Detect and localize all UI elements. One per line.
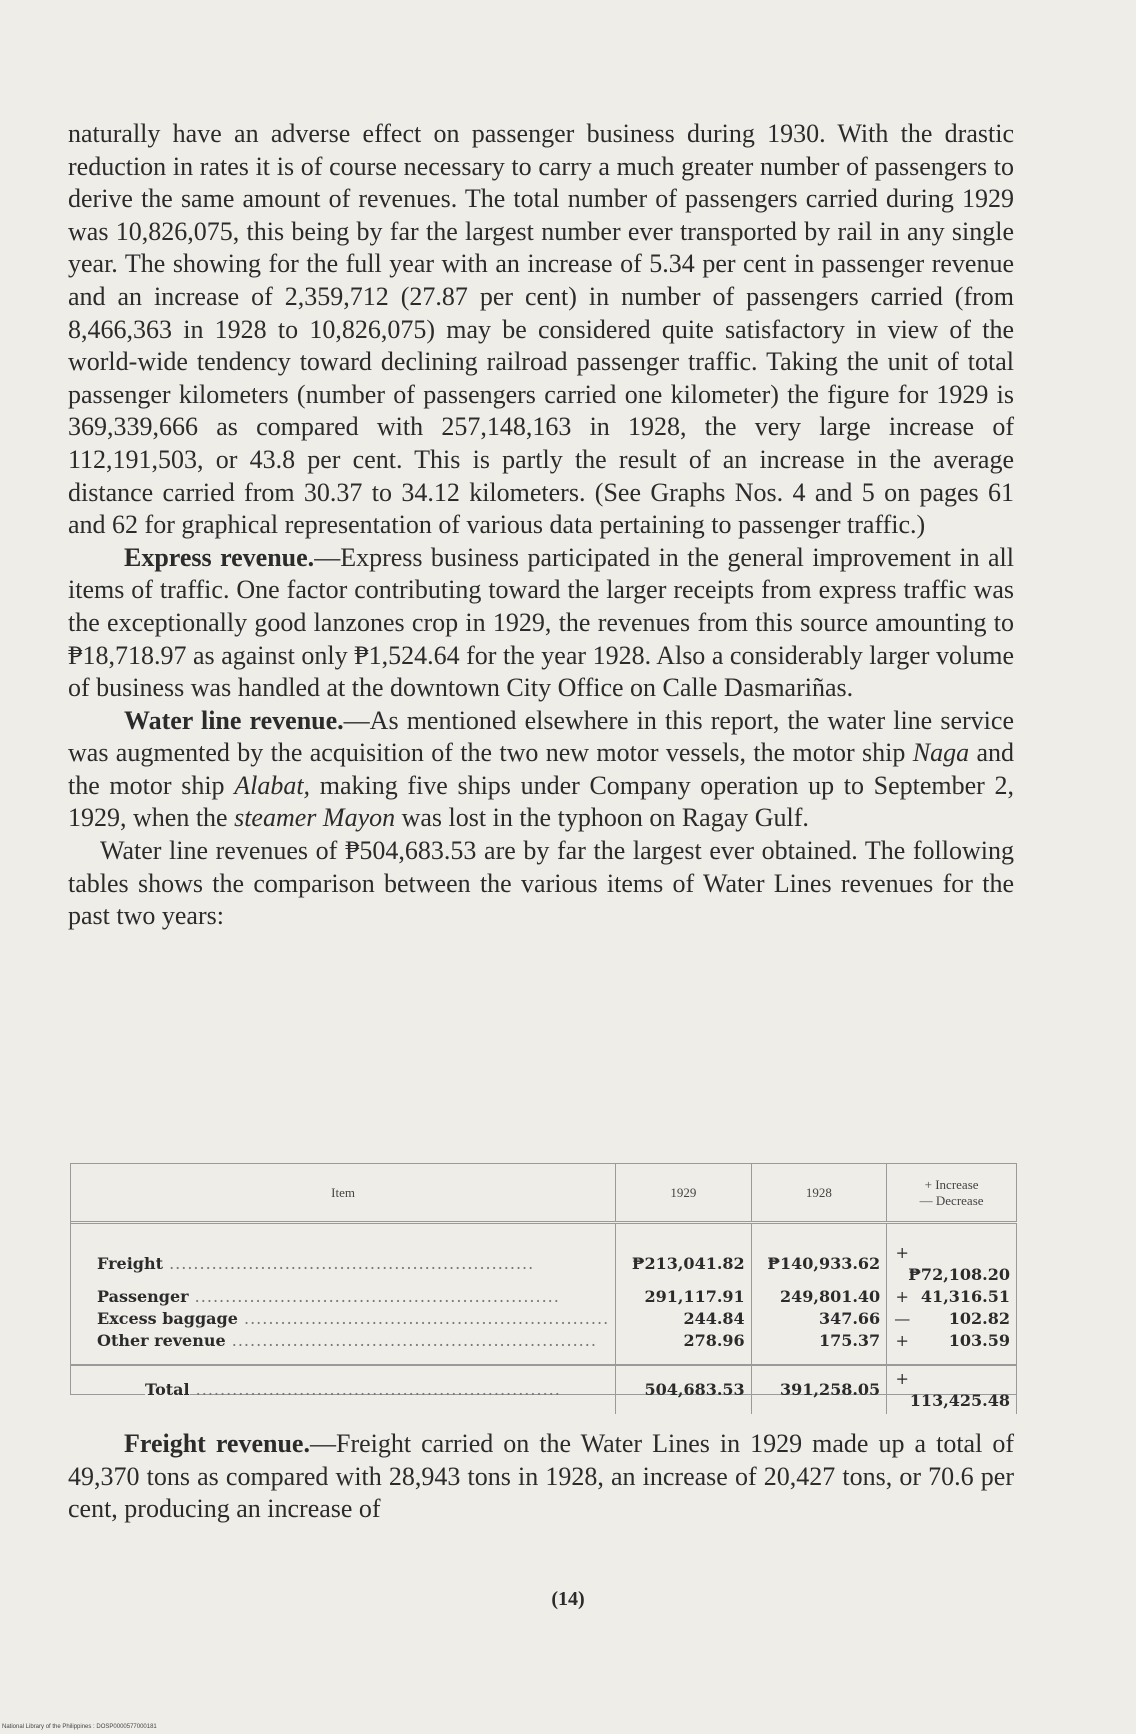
paragraph-freight bbox=[68, 1428, 1014, 1526]
cell-item bbox=[71, 1365, 616, 1414]
header-1929: 1929 bbox=[616, 1164, 752, 1223]
paragraph-passenger: naturally have an adverse effect on passenger business during 1930. With the drastic reduction in rates it is of course necessary to carry a much greater number of passengers to derive the same amount of revenues. The total number of passengers carried during 1929 was 10,826,075, this being by far the largest number ever transported by rail in any single year. The showing for the full year with an increase of 5.34 per cent in passenger revenue and an increase of 2,359,712 (27.87 per cent) in number of passengers carried (from 8,466,363 in 1928 to 10,826,075) may be considered quite satisfactory in view of the world-wide tendency toward declining railroad passenger traffic. Taking the unit of total passenger kilometers (number of passengers carried one kilometer) the figure for 1929 is 369,339,666 as compared with 257,148,163 in 1928, the very large increase of 112,191,503, or 43.8 per cent. This is partly the result of an increase in the average distance carried from 30.37 to 34.12 kilometers. (See Graphs Nos. 4 and 5 on pages 61 and 62 for graphical representation of various data pertaining to passenger traffic.) bbox=[68, 119, 1014, 540]
cell-1929: 278.96 bbox=[616, 1330, 752, 1365]
change-value: 113,425.48 bbox=[909, 1391, 1010, 1410]
cell-item bbox=[71, 1330, 616, 1365]
cell-item bbox=[71, 1286, 616, 1308]
heading-water-line-revenue: Water line revenue. bbox=[124, 705, 344, 735]
revenue-table bbox=[70, 1163, 1017, 1410]
cell-change bbox=[887, 1286, 1017, 1308]
table-row bbox=[71, 1308, 1017, 1330]
cell-item bbox=[71, 1308, 616, 1330]
page-number: (14) bbox=[551, 1588, 585, 1610]
header-change bbox=[887, 1164, 1017, 1223]
table-row bbox=[71, 1223, 1017, 1287]
leader-dots: ............................................................ bbox=[237, 1309, 610, 1328]
ship-alabat: Alabat, bbox=[234, 770, 311, 800]
item-label: Total bbox=[145, 1380, 190, 1399]
revenue-table-grid bbox=[71, 1164, 1017, 1414]
cell-1928: 347.66 bbox=[751, 1308, 887, 1330]
header-decrease: — Decrease bbox=[919, 1192, 984, 1208]
express-body: —Express business participated in the general improvement in all items of traffic. One factor contributing toward the larger receipts from express traffic was the exceptionally good lanzones crop in 1929, the revenues from this source amounting to ₱18,718.97 as against only ₱1,524.64 for the year 1928. Also a considerably larger volume of business was handled at the downtown City Office on Calle Dasmariñas. bbox=[68, 542, 1015, 703]
water-body-4: was lost in the typhoon on Ragay Gulf. bbox=[395, 803, 809, 833]
header-item: Item bbox=[331, 1184, 355, 1200]
cell-change bbox=[887, 1223, 1017, 1287]
cell-1928: 249,801.40 bbox=[751, 1286, 887, 1308]
table-total-row bbox=[71, 1365, 1017, 1414]
cell-item bbox=[71, 1223, 616, 1287]
cell-change bbox=[887, 1330, 1017, 1365]
water-body-1: —As mentioned elsewhere in this report, the water line service was augmented by the acquisition of the two new motor vessels, the motor ship bbox=[68, 705, 1014, 768]
item-label: Passenger bbox=[97, 1287, 189, 1306]
leader-dots: ............................................................ bbox=[162, 1254, 535, 1273]
item-label: Freight bbox=[97, 1254, 163, 1273]
paragraph-express bbox=[68, 542, 1014, 705]
leader-dots: ............................................................ bbox=[188, 1287, 560, 1306]
change-value: ₱72,108.20 bbox=[908, 1265, 1010, 1284]
table-body bbox=[71, 1223, 1017, 1415]
cell-change bbox=[887, 1365, 1017, 1414]
item-label: Other revenue bbox=[97, 1331, 226, 1350]
table-row bbox=[71, 1286, 1017, 1308]
change-value: 41,316.51 bbox=[920, 1287, 1010, 1306]
water-body-2: and the motor ship bbox=[68, 738, 1014, 800]
leader-dots: ............................................................ bbox=[225, 1331, 597, 1350]
change-sign: + bbox=[895, 1369, 909, 1388]
steamer-mayon: steamer Mayon bbox=[234, 803, 396, 833]
paragraph-water-revenues: Water line revenues of ₱504,683.53 are by far the largest ever obtained. The following tables shows the comparison between the various items of Water Lines revenues for the past two years: bbox=[68, 836, 1014, 931]
change-sign: + bbox=[895, 1243, 909, 1262]
ship-naga: Naga bbox=[912, 738, 970, 768]
page-body bbox=[68, 118, 1014, 933]
header-1928: 1928 bbox=[751, 1164, 887, 1223]
item-label: Excess baggage bbox=[97, 1309, 238, 1328]
freight-body: —Freight carried on the Water Lines in 1929 made up a total of 49,370 tons as compared with 28,943 tons in 1928, an increase of 20,427 tons, or 70.6 per cent, producing an increase of bbox=[68, 1429, 1014, 1524]
water-body-3: making five ships under Company operation up to September 2, 1929, when the bbox=[68, 770, 1014, 833]
footer-credit: National Library of the Philippines : DOSP0000577000181 bbox=[2, 1724, 157, 1730]
heading-express-revenue: Express revenue. bbox=[124, 542, 315, 572]
table-row bbox=[71, 1330, 1017, 1365]
table-header-row bbox=[71, 1164, 1017, 1223]
cell-1928: ₱140,933.62 bbox=[751, 1223, 887, 1287]
leader-dots: ............................................................ bbox=[189, 1380, 561, 1399]
change-sign: + bbox=[895, 1331, 909, 1350]
cell-1928: 391,258.05 bbox=[751, 1365, 887, 1414]
heading-freight-revenue: Freight revenue. bbox=[124, 1429, 310, 1458]
change-value: 103.59 bbox=[948, 1331, 1010, 1350]
change-sign: + bbox=[895, 1287, 909, 1306]
cell-1929: 244.84 bbox=[616, 1308, 752, 1330]
page-body-continued bbox=[68, 1428, 1014, 1526]
change-sign: — bbox=[894, 1309, 911, 1328]
cell-1928: 175.37 bbox=[751, 1330, 887, 1365]
header-increase: + Increase bbox=[924, 1176, 979, 1192]
cell-1929: 291,117.91 bbox=[616, 1286, 752, 1308]
paragraph-water-line bbox=[68, 705, 1014, 835]
change-value: 102.82 bbox=[948, 1309, 1010, 1328]
cell-change bbox=[887, 1308, 1017, 1330]
cell-1929: 504,683.53 bbox=[616, 1365, 752, 1414]
cell-1929: ₱213,041.82 bbox=[616, 1223, 752, 1287]
